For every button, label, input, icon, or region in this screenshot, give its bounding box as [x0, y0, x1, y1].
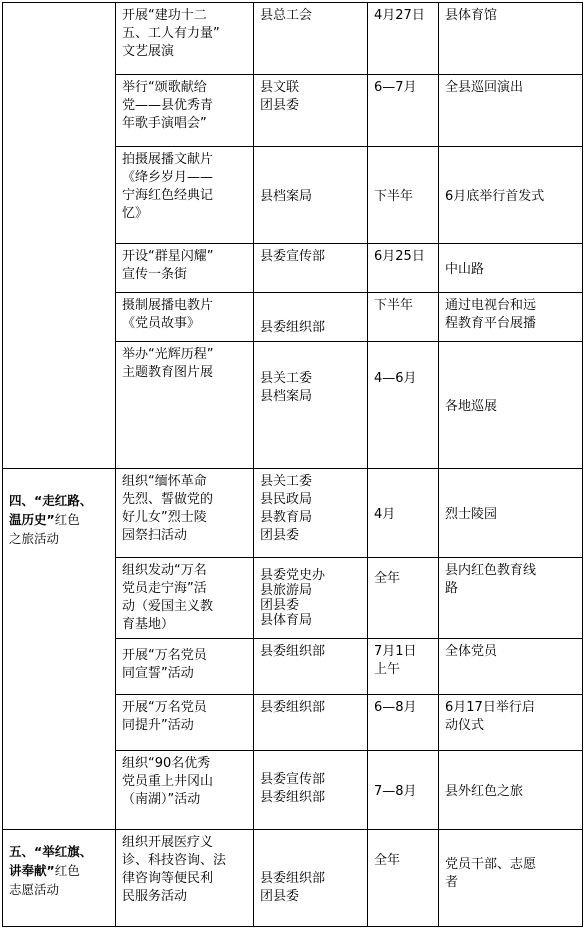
activity-cell — [116, 146, 254, 243]
time-text: 6—8月 — [374, 700, 417, 716]
location-cell — [439, 639, 583, 695]
location-text: 中山路 — [445, 261, 485, 277]
location-cell — [439, 557, 583, 639]
time-cell — [368, 639, 439, 695]
time-text: 6月25日 — [374, 248, 425, 264]
time-text: 下半年 — [374, 297, 414, 313]
time-text: 7月1日 上午 — [374, 644, 417, 678]
activity-text: 开设“群星闪耀” 宣传一条街 — [122, 248, 214, 282]
location-text: 县体育馆 — [445, 8, 498, 23]
activity-cell — [116, 639, 254, 695]
category-cell — [3, 468, 116, 829]
location-text: 通过电视台和远 程教育平台展播 — [445, 297, 537, 331]
unit-text: 县委组织部 — [260, 644, 326, 660]
category-subtitle: 红色 之旅活动 — [9, 511, 80, 546]
unit-cell — [254, 830, 368, 927]
location-cell — [439, 342, 583, 469]
activity-schedule-table — [2, 2, 583, 927]
activity-text: 组织“90名优秀 党员重上井冈山 （南湖）”活动 — [122, 755, 214, 807]
category-subtitle: 红色 志愿活动 — [9, 863, 80, 898]
location-cell — [439, 243, 583, 292]
activity-text: 开展“万名党员 同提升”活动 — [122, 700, 207, 734]
activity-cell — [116, 243, 254, 292]
location-text: 6月底举行首发式 — [445, 188, 545, 204]
time-cell — [368, 557, 439, 639]
time-cell — [368, 75, 439, 146]
time-text: 6—7月 — [374, 80, 417, 96]
location-text: 全体党员 — [445, 644, 498, 660]
unit-cell — [254, 75, 368, 146]
activity-text: 开展“万名党员 同宣誓”活动 — [122, 648, 207, 682]
location-cell — [439, 146, 583, 243]
time-text: 全年 — [374, 853, 401, 869]
category-cell-empty — [3, 3, 116, 469]
time-cell — [368, 695, 439, 750]
time-cell — [368, 468, 439, 557]
activity-cell — [116, 342, 254, 469]
unit-text: 县委宣传部 县委组织部 — [260, 771, 326, 805]
activity-text: 举办“光辉历程” 主题教育图片展 — [122, 347, 214, 381]
unit-text: 县委组织部 — [260, 700, 326, 716]
activity-cell — [116, 557, 254, 639]
time-text: 全年 — [374, 570, 401, 586]
time-cell — [368, 750, 439, 830]
time-cell — [368, 243, 439, 292]
activity-text: 组织开展医疗义 诊、科技咨询、法 律咨询等便民利 民服务活动 — [122, 835, 227, 905]
activity-text: 组织“缅怀革命 先烈、誓做党的 好儿女”烈士陵 园祭扫活动 — [122, 473, 214, 543]
unit-cell — [254, 695, 368, 750]
unit-cell — [254, 292, 368, 341]
activity-text: 摄制展播电教片 《党员故事》 — [122, 297, 214, 331]
category-title: 五、“举红旗、 讲奉献” — [9, 844, 93, 879]
unit-text: 县委组织部 团县委 — [260, 871, 326, 905]
unit-cell — [254, 639, 368, 695]
unit-cell — [254, 146, 368, 243]
unit-cell — [254, 342, 368, 469]
unit-text: 县委组织部 — [260, 320, 326, 336]
location-cell — [439, 3, 583, 75]
location-cell — [439, 695, 583, 750]
activity-cell — [116, 750, 254, 830]
table-row — [3, 468, 583, 557]
unit-text: 县档案局 — [260, 188, 313, 204]
table-row — [3, 830, 583, 927]
activity-text: 拍摄展播文献片 《绛乡岁月—— 宁海红色经典记 忆》 — [122, 151, 214, 221]
activity-cell — [116, 830, 254, 927]
location-text: 县内红色教育线 路 — [445, 562, 537, 596]
location-text: 各地巡展 — [445, 399, 498, 415]
category-label — [3, 830, 115, 899]
location-cell — [439, 75, 583, 146]
time-cell — [368, 3, 439, 75]
location-text: 党员干部、志愿 者 — [445, 857, 537, 891]
location-text: 县外红色之旅 — [445, 784, 524, 800]
unit-text: 县关工委 县档案局 — [260, 371, 313, 405]
unit-cell — [254, 468, 368, 557]
unit-cell — [254, 557, 368, 639]
activity-cell — [116, 3, 254, 75]
time-cell — [368, 342, 439, 469]
activity-cell — [116, 468, 254, 557]
category-cell — [3, 830, 116, 927]
time-text: 7—8月 — [374, 784, 417, 800]
location-cell — [439, 830, 583, 927]
location-cell — [439, 468, 583, 557]
table-row — [3, 3, 583, 75]
time-text: 4月27日 — [374, 8, 425, 23]
location-text: 烈士陵园 — [445, 506, 498, 522]
location-text: 全县巡回演出 — [445, 80, 524, 96]
time-text: 4—6月 — [374, 371, 417, 387]
category-label — [3, 469, 115, 548]
time-text: 下半年 — [374, 188, 414, 204]
activity-text: 组织发动“万名 党员走宁海”活 动（爱国主义教 育基地） — [122, 562, 214, 632]
time-text: 4月 — [374, 506, 396, 522]
time-cell — [368, 146, 439, 243]
unit-text: 县委党史办 县旅游局 团县委 县体育局 — [260, 567, 326, 628]
unit-text: 县总工会 — [260, 8, 313, 23]
activity-text: 举行“颂歌献给 党——县优秀青 年歌手演唱会” — [122, 80, 214, 132]
unit-cell — [254, 3, 368, 75]
category-title: 四、“走红路、 温历史” — [9, 492, 93, 527]
activity-text: 开展“建功十二 五、工人有力量” 文艺展演 — [122, 8, 220, 59]
unit-text: 县关工委 县民政局 县教育局 团县委 — [260, 473, 313, 543]
unit-cell — [254, 243, 368, 292]
activity-cell — [116, 292, 254, 341]
location-cell — [439, 292, 583, 341]
location-text: 6月17日举行启 动仪式 — [445, 700, 535, 734]
unit-text: 县文联 团县委 — [260, 80, 300, 114]
unit-cell — [254, 750, 368, 830]
location-cell — [439, 750, 583, 830]
time-cell — [368, 830, 439, 927]
activity-cell — [116, 75, 254, 146]
time-cell — [368, 292, 439, 341]
unit-text: 县委宣传部 — [260, 248, 326, 264]
activity-cell — [116, 695, 254, 750]
